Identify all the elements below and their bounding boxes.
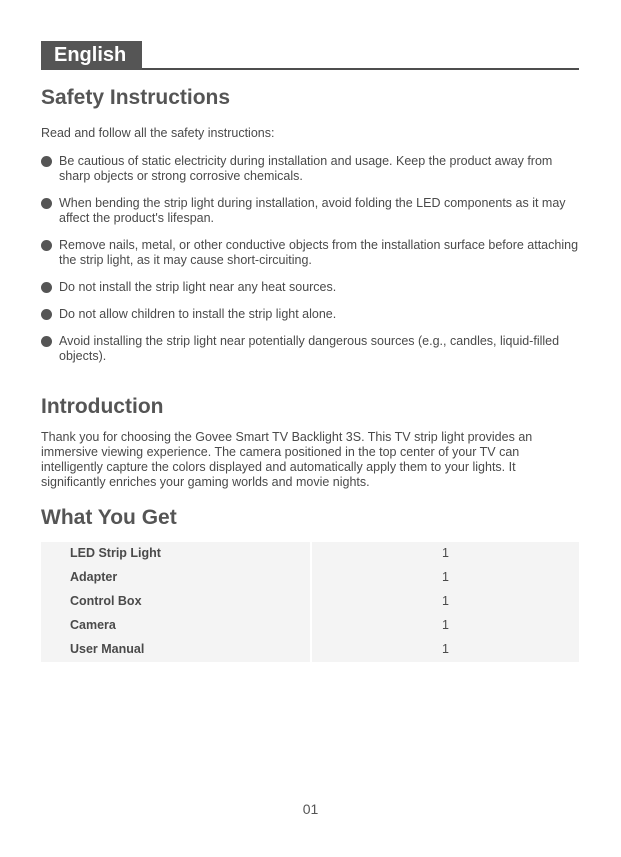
list-item: Avoid installing the strip light near potentially dangerous sources (e.g., candles, liquid-filled objects). xyxy=(41,334,581,364)
introduction-title: Introduction xyxy=(41,395,164,418)
item-qty: 1 xyxy=(312,542,579,566)
bullet-icon xyxy=(41,240,52,251)
item-qty: 1 xyxy=(312,590,579,614)
safety-list xyxy=(41,154,581,364)
item-name: Camera xyxy=(41,614,310,638)
language-header xyxy=(41,41,579,70)
table-row xyxy=(41,542,579,566)
list-item: Be cautious of static electricity during installation and usage. Keep the product away from sharp objects or strong corrosive chemicals. xyxy=(41,154,581,184)
list-item: When bending the strip light during installation, avoid folding the LED components as it may affect the product's lifespan. xyxy=(41,196,581,226)
item-name: User Manual xyxy=(41,638,310,662)
bullet-icon xyxy=(41,198,52,209)
table-row xyxy=(41,614,579,638)
bullet-icon xyxy=(41,282,52,293)
safety-title: Safety Instructions xyxy=(41,86,231,109)
list-item: Do not allow children to install the strip light alone. xyxy=(41,307,581,322)
table-row xyxy=(41,590,579,614)
table-row xyxy=(41,566,579,590)
bullet-icon xyxy=(41,309,52,320)
safety-intro: Read and follow all the safety instructions: xyxy=(41,126,275,140)
introduction-text: Thank you for choosing the Govee Smart TV Backlight 3S. This TV strip light provides an immersive viewing experience. The camera positioned in the top center of your TV can intelligently capture the colors displayed and automatically apply them to your lights. It significantly enriches your gaming worlds and movie nights. xyxy=(41,430,533,489)
what-you-get-title: What You Get xyxy=(41,506,177,529)
bullet-icon xyxy=(41,336,52,347)
table-row xyxy=(41,638,579,662)
bullet-icon xyxy=(41,156,52,167)
item-name: Control Box xyxy=(41,590,310,614)
item-qty: 1 xyxy=(312,614,579,638)
list-item: Do not install the strip light near any heat sources. xyxy=(41,280,581,295)
list-item: Remove nails, metal, or other conductive objects from the installation surface before attaching the strip light, as it may cause short-circuiting. xyxy=(41,238,581,268)
item-qty: 1 xyxy=(312,566,579,590)
page-number: 01 xyxy=(302,801,319,817)
language-tab: English xyxy=(41,41,142,70)
package-contents-table xyxy=(41,542,579,662)
item-qty: 1 xyxy=(312,638,579,662)
item-name: LED Strip Light xyxy=(41,542,310,566)
item-name: Adapter xyxy=(41,566,310,590)
